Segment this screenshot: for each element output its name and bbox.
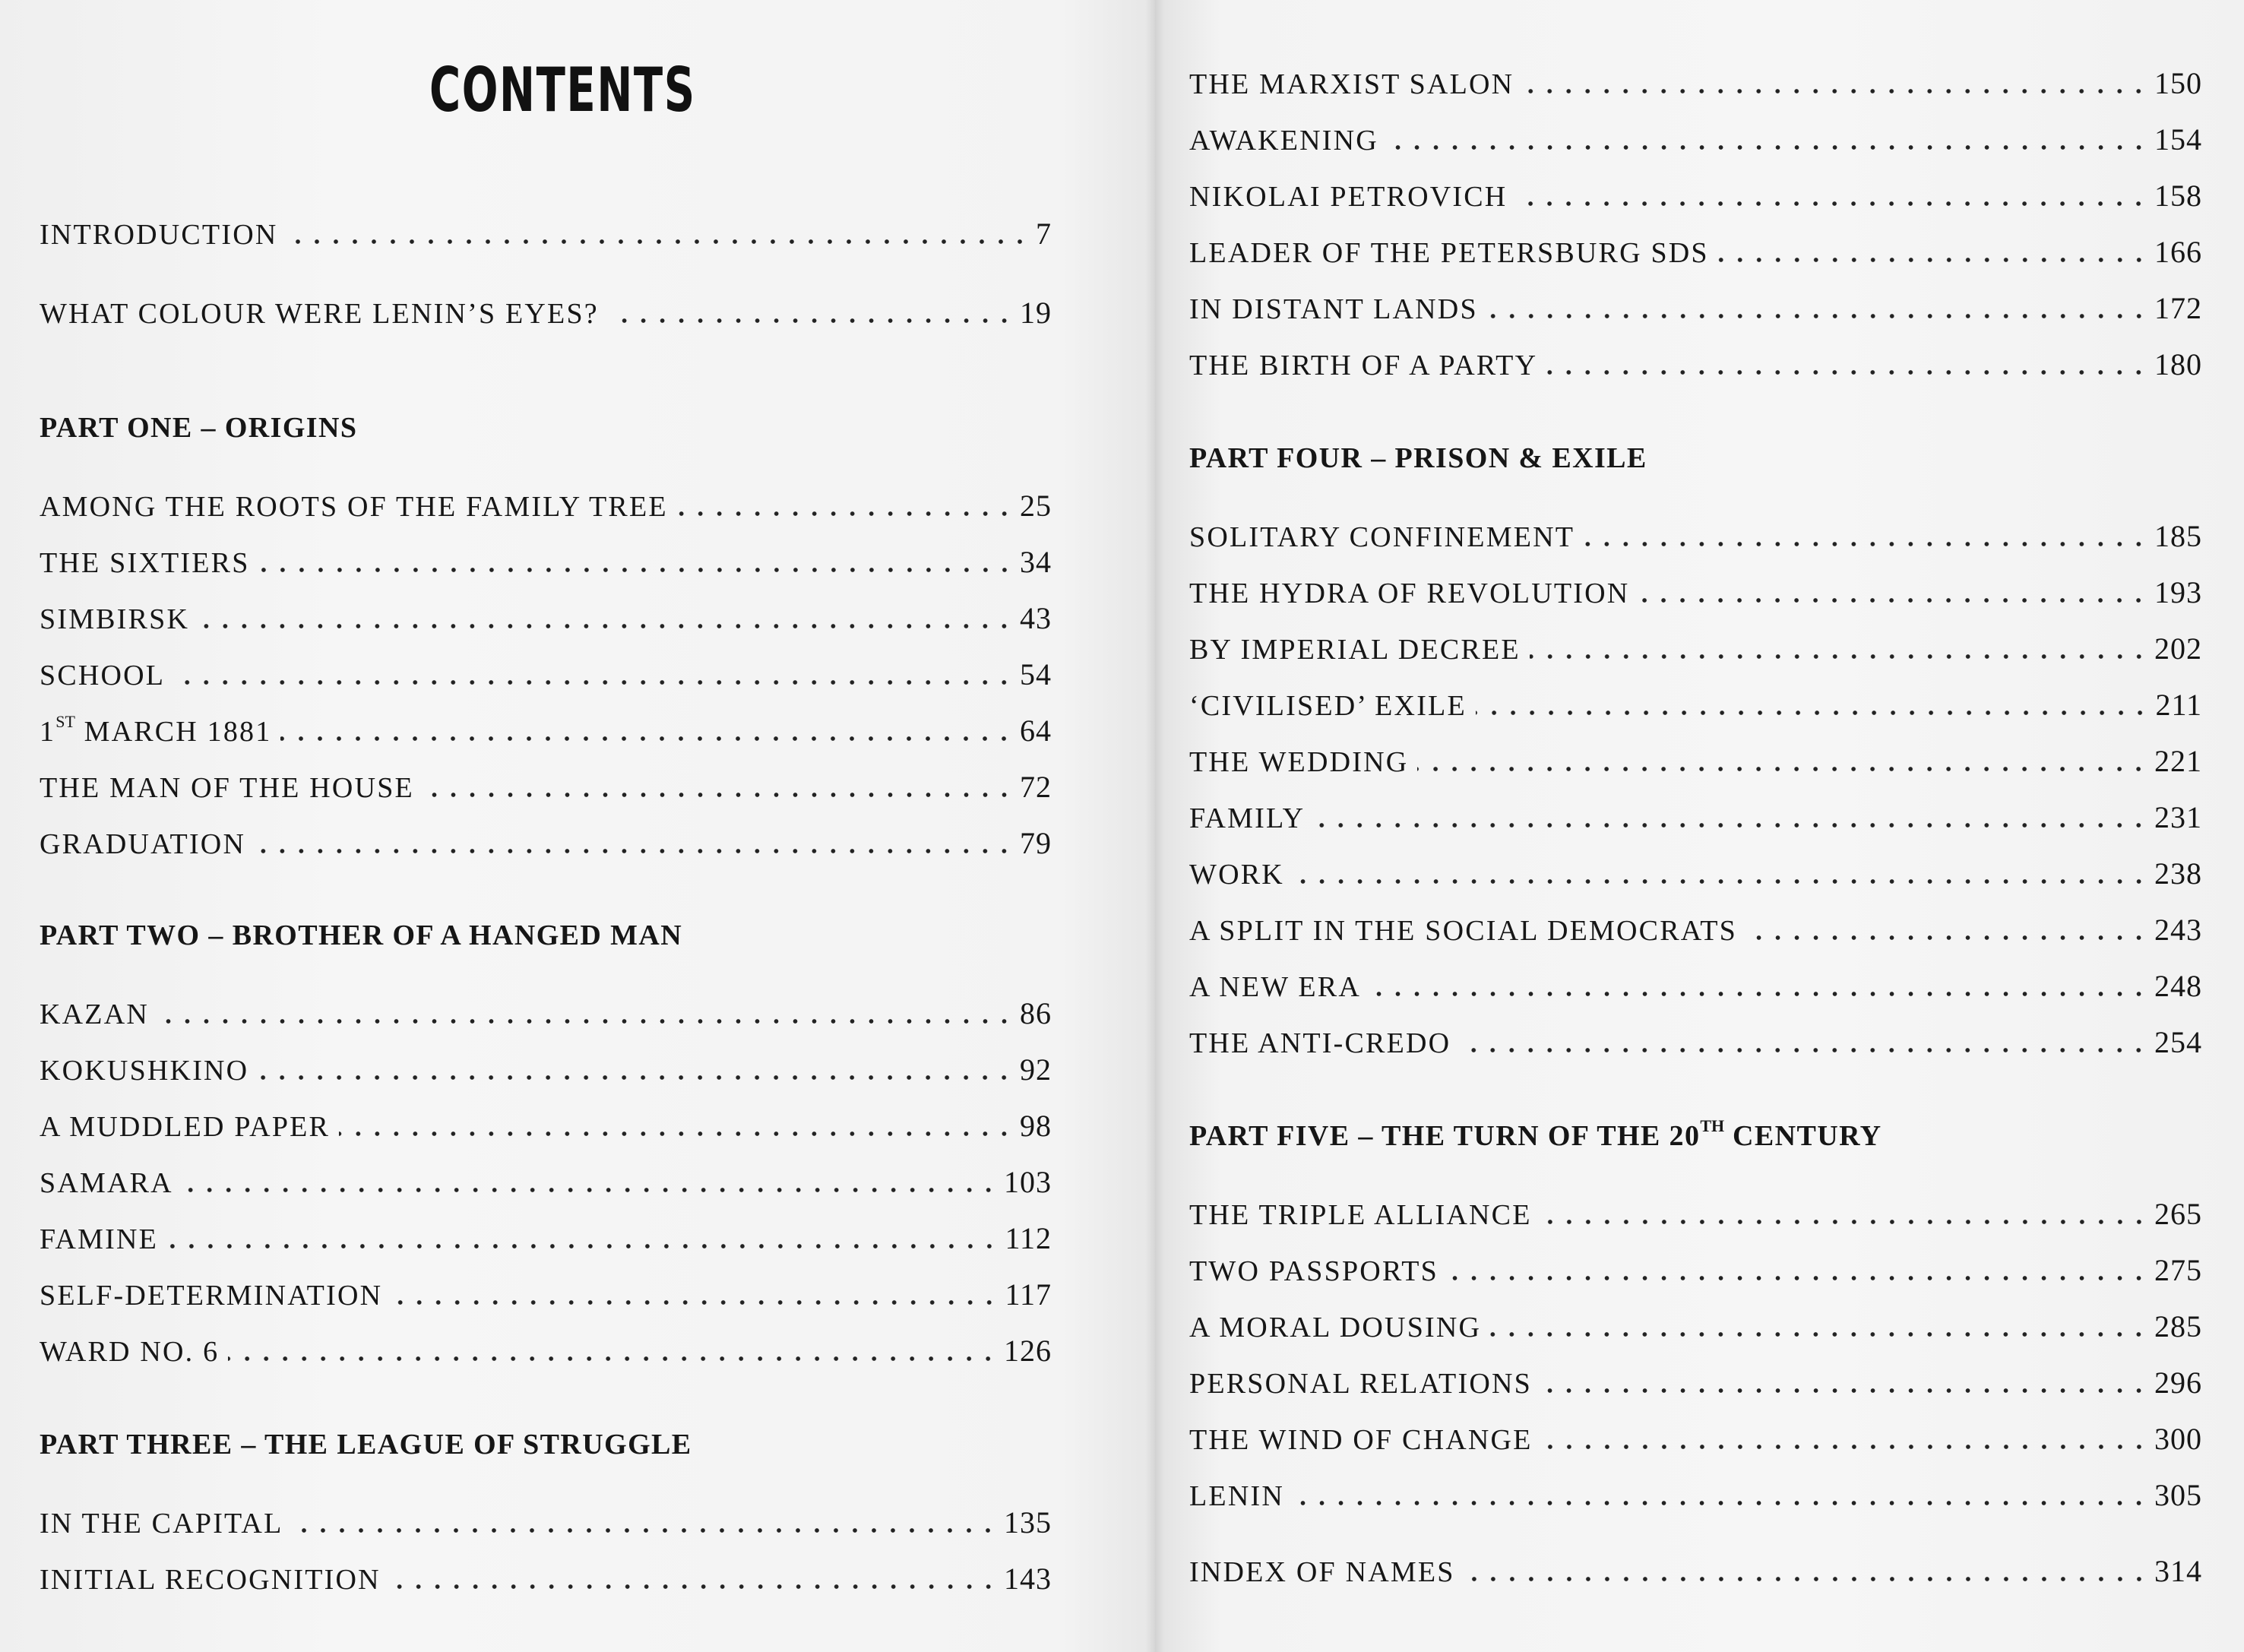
toc-entry [40, 1096, 1052, 1141]
chapter-title: A NEW ERA [1189, 971, 1361, 1003]
page-number: 126 [1004, 1334, 1052, 1368]
chapter-title: KAZAN [40, 998, 149, 1030]
dot-leader [1476, 710, 2150, 716]
toc-entry [40, 1321, 1052, 1366]
page-number: 7 [1036, 217, 1052, 251]
chapter-title: LENIN [1189, 1480, 1284, 1512]
chapter-title: IN THE CAPITAL [40, 1508, 283, 1540]
part-title: PART THREE – THE LEAGUE OF STRUGGLE [40, 1429, 692, 1461]
page-number: 43 [1020, 601, 1052, 635]
page-number: 34 [1020, 545, 1052, 579]
page-number: 202 [2154, 631, 2202, 666]
page-number: 143 [1004, 1562, 1052, 1596]
chapter-title: FAMINE [40, 1223, 159, 1255]
page-number: 79 [1020, 826, 1052, 860]
chapter-title: IN DISTANT LANDS [1189, 293, 1478, 325]
dot-leader [280, 736, 1014, 742]
part-title: PART FOUR – PRISON & EXILE [1189, 442, 1647, 474]
chapter-title: KOKUSHKINO [40, 1055, 249, 1087]
chapter-title: SELF-DETERMINATION [40, 1280, 383, 1312]
page-number: 72 [1020, 770, 1052, 804]
toc-entry [40, 983, 1052, 1029]
dot-leader [1370, 991, 2148, 997]
chapter-title: LEADER OF THE PETERSBURG SDS [1189, 237, 1709, 269]
page-number: 243 [2154, 913, 2202, 947]
toc-entry [1189, 675, 2202, 720]
chapter-title: THE HYDRA OF REVOLUTION [1189, 578, 1630, 609]
chapter-title: BY IMPERIAL DECREE [1189, 634, 1521, 666]
page-number: 305 [2154, 1478, 2202, 1512]
chapter-title: WHAT COLOUR WERE LENIN’S EYES? [40, 298, 599, 330]
dot-leader [1293, 1500, 2148, 1506]
chapter-title: A SPLIT IN THE SOCIAL DEMOCRATS [1189, 915, 1737, 947]
dot-leader [228, 1356, 998, 1362]
page-number: 158 [2154, 179, 2202, 213]
dot-leader [1746, 935, 2148, 941]
chapter-title: THE BIRTH OF A PARTY [1189, 350, 1538, 381]
dot-leader [423, 792, 1014, 798]
toc-part-heading [1189, 1105, 2202, 1150]
page-number: 86 [1020, 996, 1052, 1030]
page-number: 117 [1005, 1277, 1052, 1312]
page-number: 180 [2154, 347, 2202, 381]
toc-entry [1189, 1541, 2202, 1587]
dot-leader [1718, 257, 2148, 263]
page-number: 154 [2154, 122, 2202, 157]
dot-leader [1523, 88, 2148, 94]
page-number: 185 [2154, 519, 2202, 553]
chapter-title: PERSONAL RELATIONS [1189, 1368, 1532, 1400]
dot-leader [167, 1243, 999, 1249]
toc-entry [40, 813, 1052, 859]
dot-leader [158, 1018, 1014, 1024]
page-number: 25 [1020, 489, 1052, 523]
page-number: 238 [2154, 856, 2202, 891]
toc-entry [1189, 166, 2202, 211]
dot-leader [1541, 1388, 2148, 1394]
dot-leader [1314, 822, 2148, 828]
dot-leader [286, 239, 1030, 245]
toc-entry [40, 757, 1052, 802]
page-number: 54 [1020, 657, 1052, 691]
toc-entry [1189, 1353, 2202, 1398]
part-title: PART ONE – ORIGINS [40, 412, 358, 444]
chapter-title: INITIAL RECOGNITION [40, 1564, 381, 1596]
dot-leader [339, 1131, 1014, 1137]
page-number: 135 [1004, 1505, 1052, 1540]
toc-entry [40, 1492, 1052, 1538]
dot-leader [1546, 369, 2148, 375]
toc-entry [1189, 278, 2202, 324]
dot-leader [174, 679, 1014, 685]
chapter-title: WARD NO. 6 [40, 1336, 220, 1368]
toc-entry [1189, 1240, 2202, 1286]
dot-leader [182, 1187, 998, 1193]
chapter-title: SAMARA [40, 1167, 173, 1199]
chapter-title: THE WIND OF CHANGE [1189, 1424, 1533, 1456]
page-number: 112 [1005, 1221, 1052, 1255]
chapter-title: 1ST MARCH 1881 [40, 712, 272, 748]
dot-leader [390, 1584, 998, 1590]
chapter-title: THE MAN OF THE HOUSE [40, 772, 414, 804]
page-number: 275 [2154, 1253, 2202, 1287]
page-number: 193 [2154, 575, 2202, 609]
toc-entry [1189, 787, 2202, 833]
part-title: PART FIVE – THE TURN OF THE 20TH CENTURY [1189, 1116, 1882, 1152]
chapter-title: WORK [1189, 859, 1284, 891]
toc-entry [1189, 900, 2202, 945]
toc-entry [40, 532, 1052, 578]
chapter-title: THE WEDDING [1189, 746, 1409, 778]
toc-entry [1189, 1296, 2202, 1342]
page-number: 92 [1020, 1052, 1052, 1087]
page-number: 285 [2154, 1309, 2202, 1343]
dot-leader [1542, 1444, 2148, 1450]
dot-leader [1490, 1331, 2148, 1337]
chapter-title: AWAKENING [1189, 125, 1378, 157]
contents-heading: CONTENTS [429, 55, 696, 125]
toc-entry [1189, 1184, 2202, 1230]
page-number: 300 [2154, 1422, 2202, 1456]
toc-entry [40, 1040, 1052, 1085]
toc-entry [1189, 506, 2202, 552]
toc-entry [40, 588, 1052, 634]
chapter-title: INTRODUCTION [40, 219, 278, 251]
toc-entry [40, 701, 1052, 746]
chapter-title: AMONG THE ROOTS OF THE FAMILY TREE [40, 491, 668, 523]
dot-leader [1448, 1275, 2148, 1281]
toc-entry [1189, 53, 2202, 99]
dot-leader [1388, 144, 2148, 150]
toc-entry [40, 1264, 1052, 1310]
chapter-title: THE TRIPLE ALLIANCE [1189, 1199, 1532, 1231]
toc-entry [40, 1208, 1052, 1254]
dot-leader [1417, 766, 2148, 772]
page-number: 265 [2154, 1197, 2202, 1231]
toc-entry [40, 644, 1052, 690]
book-gutter [1146, 0, 1164, 1652]
toc-entry [1189, 1012, 2202, 1058]
dot-leader [391, 1299, 999, 1305]
toc-entry [40, 204, 1052, 249]
chapter-title: SOLITARY CONFINEMENT [1189, 521, 1575, 553]
toc-entry [1189, 222, 2202, 267]
dot-leader [1293, 878, 2148, 885]
dot-leader [1464, 1576, 2148, 1582]
dot-leader [259, 567, 1014, 573]
dot-leader [677, 511, 1014, 517]
page-number: 248 [2154, 969, 2202, 1003]
chapter-title: A MORAL DOUSING [1189, 1312, 1482, 1343]
page-number: 19 [1020, 296, 1052, 330]
chapter-title: A MUDDLED PAPER [40, 1111, 331, 1143]
toc-entry [40, 283, 1052, 328]
toc-entry [40, 1549, 1052, 1594]
chapter-title: SCHOOL [40, 660, 166, 691]
dot-leader [1487, 313, 2148, 319]
page-number: 150 [2154, 66, 2202, 100]
chapter-title: THE MARXIST SALON [1189, 68, 1514, 100]
dot-leader [1516, 201, 2148, 207]
toc-entry [1189, 843, 2202, 889]
dot-leader [1460, 1047, 2148, 1053]
dot-leader [1541, 1219, 2148, 1225]
toc-entry [1189, 334, 2202, 380]
dot-leader [1584, 541, 2148, 547]
toc-entry [40, 476, 1052, 521]
page-number: 296 [2154, 1366, 2202, 1400]
dot-leader [255, 848, 1014, 854]
page-number: 166 [2154, 235, 2202, 269]
chapter-title: FAMILY [1189, 802, 1306, 834]
toc-part-heading [40, 397, 1052, 442]
chapter-title: SIMBIRSK [40, 603, 190, 635]
page-number: 98 [1020, 1109, 1052, 1143]
chapter-title: THE ANTI-CREDO [1189, 1027, 1451, 1059]
dot-leader [258, 1074, 1014, 1081]
chapter-title: INDEX OF NAMES [1189, 1556, 1455, 1588]
toc-part-heading [40, 1413, 1052, 1459]
dot-leader [1638, 597, 2148, 603]
page-number: 254 [2154, 1025, 2202, 1059]
chapter-title: TWO PASSPORTS [1189, 1255, 1439, 1287]
toc-entry [1189, 619, 2202, 664]
toc-entry [1189, 731, 2202, 777]
dot-leader [608, 318, 1014, 324]
chapter-title: NIKOLAI PETROVICH [1189, 181, 1508, 213]
toc-entry [1189, 956, 2202, 1002]
page-number: 211 [2155, 688, 2202, 722]
page-number: 172 [2154, 291, 2202, 325]
page-number: 103 [1004, 1165, 1052, 1199]
chapter-title: GRADUATION [40, 828, 246, 860]
page-number: 221 [2154, 744, 2202, 778]
toc-part-heading [40, 904, 1052, 950]
page-number: 64 [1020, 714, 1052, 748]
toc-entry [40, 1152, 1052, 1198]
toc-part-heading [1189, 427, 2202, 473]
toc-entry [1189, 109, 2202, 155]
toc-entry [1189, 562, 2202, 608]
dot-leader [1530, 654, 2148, 660]
page-number: 231 [2154, 800, 2202, 834]
toc-entry [1189, 1465, 2202, 1511]
part-title: PART TWO – BROTHER OF A HANGED MAN [40, 919, 683, 951]
chapter-title: THE SIXTIERS [40, 547, 250, 579]
page-number: 314 [2154, 1554, 2202, 1588]
dot-leader [198, 623, 1014, 629]
chapter-title: ‘CIVILISED’ EXILE [1189, 690, 1467, 722]
toc-entry [1189, 1409, 2202, 1454]
dot-leader [292, 1527, 998, 1533]
